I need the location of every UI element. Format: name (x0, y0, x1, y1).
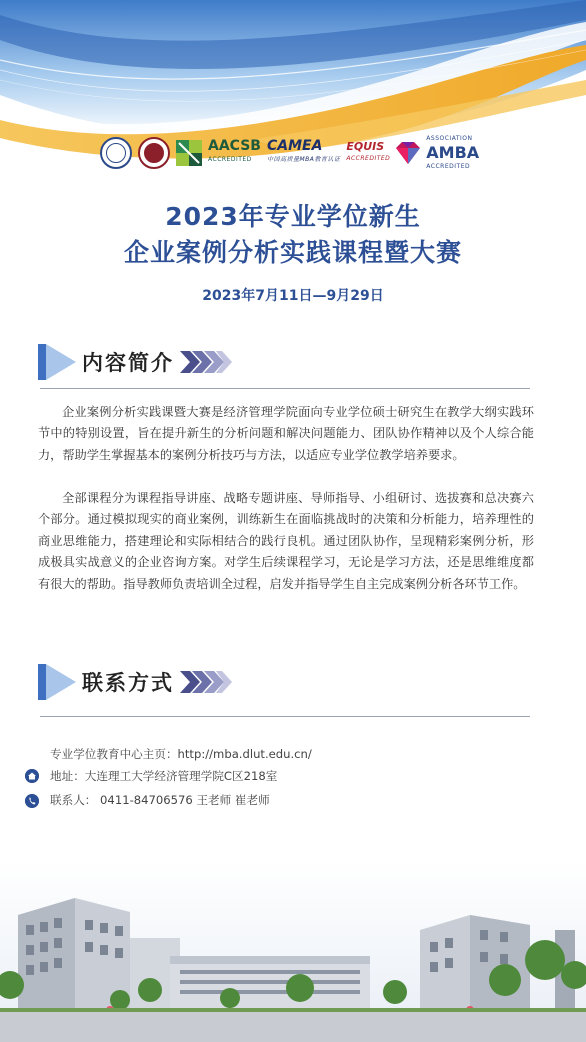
accreditation-logos (100, 133, 480, 173)
poster-title-line2: 企业案例分析实践课程暨大赛 (123, 238, 462, 267)
poster-title-line1: 2023年专业学位新生 (165, 202, 421, 231)
camea-sub-text: 中国高质量MBA教育认证 (266, 156, 341, 163)
amba-logo (426, 132, 479, 174)
chevrons-right-icon (180, 351, 232, 373)
intro-paragraph-1: 企业案例分析实践课暨大赛是经济管理学院面向专业学位硕士研究生在教学大纲实践环节中的特别设置，旨在提升新生的分析问题和解决问题能力、团队协作精神以及个人综合能力，帮助学生掌握基本的案例分析技巧与方法，以适应专业学位教学培养要求。 (38, 405, 534, 462)
section-divider (40, 388, 530, 389)
campus-buildings-image (0, 860, 586, 1042)
section-title-intro: 内容简介 (82, 351, 174, 375)
camea-text: CAMEA (266, 138, 323, 154)
intro-paragraph-2: 全部课程分为课程指导讲座、战略专题讲座、导师指导、小组研讨、选拔赛和总决赛六个部分。通过模拟现实的商业案例，训练新生在面临挑战时的决策和分析能力，培养理性的商业思维能力，搭建理论和实际相结合的践行良机。通过团队协作，呈现精彩案例分析，形成极具实战意义的企业咨询方案。对学生后续课程学习，无论是学习方法，还是思维维度都有很大的帮助。指导教师负责培训全过程，启发并指导学生自主完成案例分析各环节工作。 (38, 491, 534, 591)
amba-top-text: ASSOCIATION (426, 135, 473, 142)
section-header-contact (38, 662, 232, 702)
dlut-seal-logo (100, 137, 132, 169)
amba-text: AMBA (426, 143, 480, 162)
aacsb-mark-icon (176, 140, 202, 166)
school-seal-logo (138, 137, 170, 169)
home-icon (25, 769, 39, 783)
equis-logo (346, 141, 390, 165)
equis-text: EQUIS (346, 140, 385, 153)
section-triangle-icon (38, 344, 76, 380)
homepage-line: 专业学位教育中心主页：http://mba.dlut.edu.cn/ (50, 747, 312, 761)
aacsb-sub-text: ACCREDITED (208, 156, 252, 163)
contact-person-line: 联系人： 0411-84706576 王老师 崔老师 (50, 793, 270, 807)
equis-sub-text: ACCREDITED (346, 155, 391, 162)
camea-logo (267, 139, 340, 167)
section-title-contact: 联系方式 (82, 671, 174, 695)
phone-icon (25, 794, 39, 808)
amba-sub-text: ACCREDITED (426, 163, 471, 170)
event-date: 2023年7月11日—9月29日 (202, 288, 384, 304)
amba-gem-icon (396, 142, 420, 164)
address-line: 地址：大连理工大学经济管理学院C区218室 (50, 769, 278, 783)
aacsb-text: AACSB (208, 138, 261, 154)
section-header-intro (38, 342, 232, 382)
section-divider (40, 716, 530, 717)
section-triangle-icon (38, 664, 76, 700)
chevrons-right-icon (180, 671, 232, 693)
aacsb-logo (208, 139, 261, 167)
